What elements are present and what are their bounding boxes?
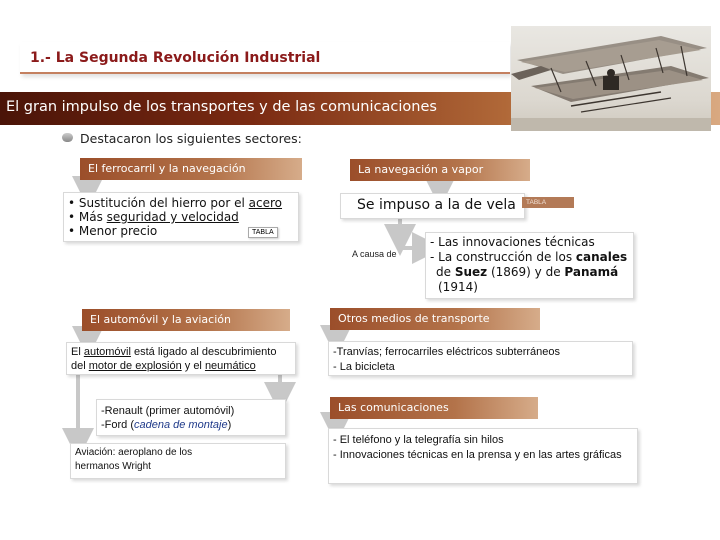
comunicaciones-box bbox=[328, 428, 638, 484]
aviacion-line-1: Aviación: aeroplano de los bbox=[75, 447, 193, 458]
marcas-box bbox=[96, 399, 286, 436]
comunicaciones-header: Las comunicaciones bbox=[330, 397, 538, 419]
automovil-box bbox=[66, 342, 296, 375]
automovil-header: El automóvil y la aviación bbox=[82, 309, 290, 331]
cause-line-4: (1914) bbox=[438, 280, 478, 294]
otros-line-1: -Tranvías; ferrocarriles eléctricos subterráneos bbox=[333, 346, 561, 358]
comunicaciones-line-1: - El teléfono y la telegrafía sin hilos bbox=[333, 434, 504, 446]
cause-line-1: - Las innovaciones técnicas bbox=[430, 235, 595, 249]
navegacion-main-box: Se impuso a la de vela bbox=[340, 193, 525, 219]
ferrocarril-line-1: • Sustitución del hierro por el acero bbox=[68, 196, 283, 210]
banner-title: El gran impulso de los transportes y de las comunicaciones bbox=[6, 99, 437, 115]
ferrocarril-line-3: • Menor precio bbox=[68, 224, 158, 238]
tabla-button-ferrocarril[interactable]: TABLA bbox=[248, 227, 278, 238]
ferrocarril-header: El ferrocarril y la navegación bbox=[80, 158, 302, 180]
renault-line: -Renault (primer automóvil) bbox=[101, 405, 235, 417]
otros-line-2: - La bicicleta bbox=[333, 361, 395, 373]
aviacion-line-2: hermanos Wright bbox=[75, 461, 151, 472]
comunicaciones-line-2: - Innovaciones técnicas en la prensa y en las artes gráficas bbox=[333, 449, 622, 461]
intro-text: Destacaron los siguientes sectores: bbox=[80, 131, 302, 146]
cause-line-2: - La construcción de los canales bbox=[430, 250, 628, 264]
tabla-button-navegacion[interactable]: TABLA bbox=[522, 197, 574, 208]
automovil-line-2: del motor de explosión y el neumático bbox=[71, 360, 256, 372]
aviacion-box bbox=[70, 443, 286, 479]
navegacion-header: La navegación a vapor bbox=[350, 159, 530, 181]
automovil-line-1: El automóvil está ligado al descubrimiento bbox=[71, 346, 277, 358]
page-title: 1.- La Segunda Revolución Industrial bbox=[30, 50, 321, 66]
causes-box bbox=[425, 232, 634, 299]
otros-header: Otros medios de transporte bbox=[330, 308, 540, 330]
cause-line-3: de Suez (1869) y de Panamá bbox=[436, 265, 619, 279]
cause-label: A causa de bbox=[352, 249, 397, 259]
otros-box bbox=[328, 341, 633, 376]
ferrocarril-line-2: • Más seguridad y velocidad bbox=[68, 210, 239, 224]
ford-line: -Ford (cadena de montaje) bbox=[101, 419, 232, 431]
